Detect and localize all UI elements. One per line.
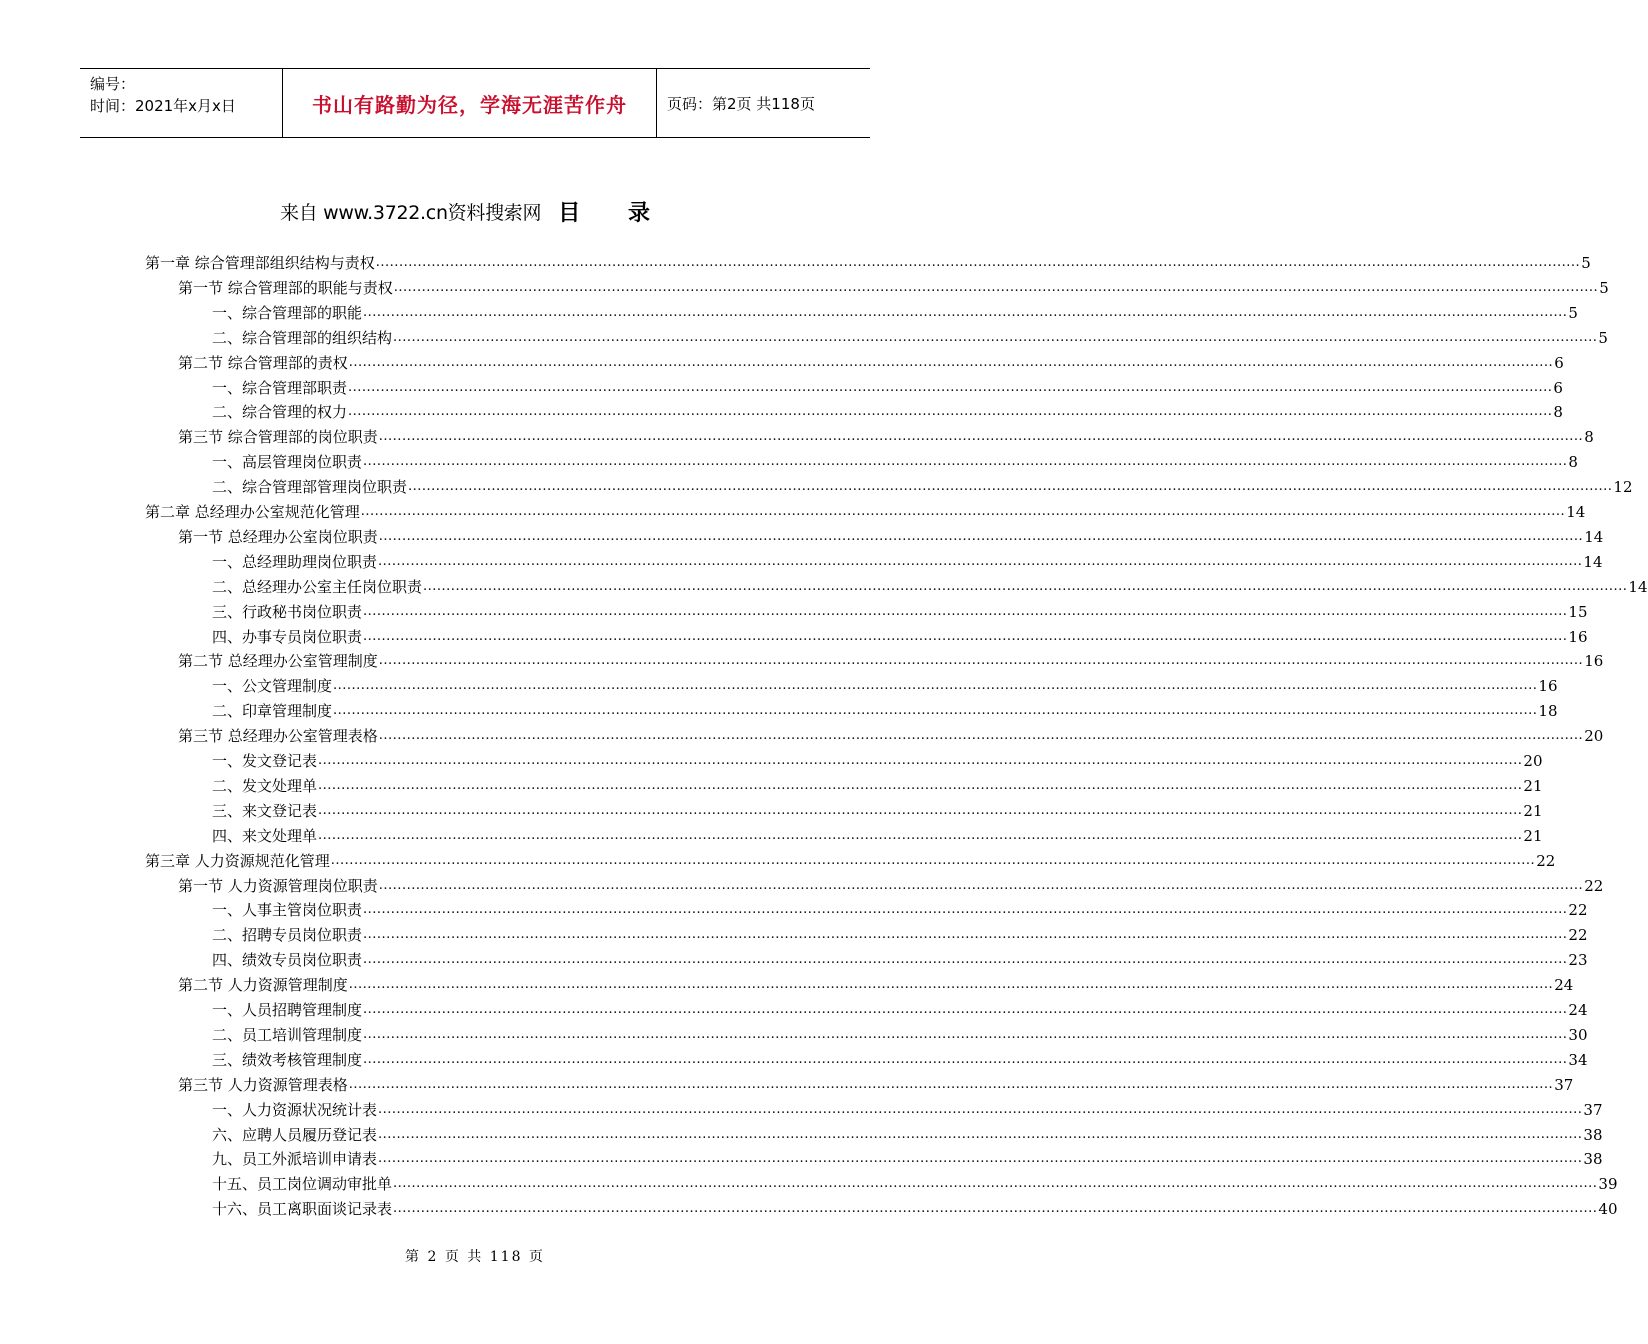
toc-leader-dots: .................................................................................................................................................................................................................................................................... <box>318 802 1523 818</box>
toc-entry[interactable] <box>212 1020 1588 1045</box>
toc-entry[interactable] <box>178 970 1574 995</box>
toc-entry[interactable] <box>145 846 1556 871</box>
toc-leader-dots: .................................................................................................................................................................................................................................................................... <box>375 255 1581 270</box>
title-main: 目 录 <box>558 201 670 226</box>
toc-entry-label: 第一节 人力资源管理岗位职责 <box>178 876 378 895</box>
document-number-label: 编号： <box>90 75 136 93</box>
toc-leader-dots: .................................................................................................................................................................................................................................................................... <box>363 1026 1568 1042</box>
toc-entry[interactable] <box>212 298 1578 323</box>
toc-entry-page: 6 <box>1553 378 1563 397</box>
toc-entry-label: 第三节 人力资源管理表格 <box>178 1075 348 1094</box>
toc-entry[interactable] <box>145 248 1591 273</box>
toc-leader-dots: .................................................................................................................................................................................................................................................................... <box>363 628 1568 644</box>
toc-leader-dots: .................................................................................................................................................................................................................................................................... <box>318 753 1523 768</box>
toc-entry[interactable] <box>212 447 1578 472</box>
toc-entry[interactable] <box>212 696 1558 721</box>
toc-entry[interactable] <box>212 945 1588 970</box>
toc-entry-label: 二、综合管理部管理岗位职责 <box>212 478 408 497</box>
toc-entry[interactable] <box>212 373 1563 398</box>
toc-entry[interactable] <box>212 323 1608 348</box>
toc-entry[interactable] <box>178 348 1564 373</box>
toc-leader-dots: .................................................................................................................................................................................................................................................................... <box>423 578 1628 594</box>
toc-entry-label: 一、人员招聘管理制度 <box>212 1001 363 1019</box>
toc-leader-dots: .................................................................................................................................................................................................................................................................... <box>348 1076 1554 1092</box>
toc-entry[interactable] <box>212 1045 1588 1070</box>
toc-entry-page: 21 <box>1523 776 1543 795</box>
toc-entry-page: 21 <box>1523 801 1543 820</box>
toc-entry-label: 一、人事主管岗位职责 <box>212 901 363 920</box>
toc-leader-dots: .................................................................................................................................................................................................................................................................... <box>330 852 1536 868</box>
toc-entry-page: 8 <box>1568 453 1578 472</box>
toc-entry[interactable] <box>212 472 1633 497</box>
toc-leader-dots: .................................................................................................................................................................................................................................................................... <box>348 404 1553 420</box>
toc-leader-dots: .................................................................................................................................................................................................................................................................... <box>378 877 1584 893</box>
toc-entry-page: 16 <box>1584 652 1604 671</box>
toc-entry-label: 二、招聘专员岗位职责 <box>212 926 363 945</box>
toc-entry-label: 第二节 综合管理部的责权 <box>178 353 348 372</box>
toc-entry-page: 37 <box>1583 1100 1603 1119</box>
toc-entry-label: 十六、员工离职面谈记录表 <box>212 1200 393 1219</box>
page-footer: 第 2 页 共 118 页 <box>405 1249 545 1265</box>
toc-entry[interactable] <box>212 796 1543 821</box>
toc-entry-page: 8 <box>1553 403 1563 422</box>
toc-entry-page: 14 <box>1584 527 1604 546</box>
toc-entry-page: 20 <box>1584 727 1604 746</box>
toc-entry-label: 二、总经理办公室主任岗位职责 <box>212 577 423 596</box>
toc-leader-dots: .................................................................................................................................................................................................................................................................... <box>363 1002 1568 1017</box>
toc-entry-label: 第三节 综合管理部的岗位职责 <box>178 428 378 447</box>
toc-entry[interactable] <box>178 1070 1574 1095</box>
header-page-info: 页码：第2页 共118页 <box>667 94 815 113</box>
toc-leader-dots: .................................................................................................................................................................................................................................................................... <box>378 429 1584 445</box>
toc-entry-page: 21 <box>1523 826 1543 845</box>
toc-leader-dots: .................................................................................................................................................................................................................................................................... <box>378 1151 1583 1167</box>
toc-entry-page: 38 <box>1583 1150 1603 1169</box>
toc-entry[interactable] <box>212 1095 1603 1120</box>
toc-entry-label: 一、综合管理部职责 <box>212 378 348 397</box>
toc-entry-page: 34 <box>1568 1050 1588 1069</box>
toc-entry[interactable] <box>212 1194 1618 1219</box>
toc-leader-dots: .................................................................................................................................................................................................................................................................... <box>378 728 1584 744</box>
toc-leader-dots: .................................................................................................................................................................................................................................................................... <box>378 1126 1583 1142</box>
toc-entry-label: 一、发文登记表 <box>212 752 318 770</box>
document-date: 时间：2021年x月x日 <box>90 97 236 115</box>
toc-entry[interactable] <box>212 771 1543 796</box>
toc-entry[interactable] <box>178 721 1604 746</box>
toc-entry-label: 二、综合管理的权力 <box>212 403 348 422</box>
toc-entry-page: 24 <box>1554 976 1574 995</box>
toc-title <box>0 196 950 227</box>
toc-entry-page: 12 <box>1613 478 1633 497</box>
toc-entry[interactable] <box>178 871 1604 896</box>
toc-entry-label: 九、员工外派培训申请表 <box>212 1150 378 1169</box>
toc-entry-page: 23 <box>1568 951 1588 970</box>
toc-leader-dots: .................................................................................................................................................................................................................................................................... <box>363 454 1568 470</box>
toc-leader-dots: .................................................................................................................................................................................................................................................................... <box>348 977 1554 993</box>
toc-entry[interactable] <box>178 273 1609 298</box>
toc-leader-dots: .................................................................................................................................................................................................................................................................... <box>393 329 1598 345</box>
toc-leader-dots: .................................................................................................................................................................................................................................................................... <box>348 379 1553 395</box>
toc-leader-dots: .................................................................................................................................................................................................................................................................... <box>363 1051 1568 1067</box>
toc-leader-dots: .................................................................................................................................................................................................................................................................... <box>333 678 1538 694</box>
toc-entry-label: 第一节 综合管理部的职能与责权 <box>178 278 393 297</box>
toc-leader-dots: .................................................................................................................................................................................................................................................................... <box>393 1176 1598 1192</box>
toc-entry[interactable] <box>212 995 1588 1020</box>
toc-leader-dots: .................................................................................................................................................................................................................................................................... <box>363 927 1568 943</box>
page-header <box>80 68 870 138</box>
toc-entry-page: 22 <box>1568 901 1588 920</box>
toc-leader-dots: .................................................................................................................................................................................................................................................................... <box>393 1201 1598 1217</box>
toc-entry[interactable] <box>212 1120 1603 1145</box>
toc-entry-label: 十五、员工岗位调动审批单 <box>212 1175 393 1194</box>
toc-entry-page: 37 <box>1554 1075 1574 1094</box>
toc-entry-label: 第一节 总经理办公室岗位职责 <box>178 527 378 546</box>
toc-entry-label: 四、来文处理单 <box>212 826 318 845</box>
toc-entry-label: 第三节 总经理办公室管理表格 <box>178 727 378 746</box>
toc-entry-page: 22 <box>1584 876 1604 895</box>
toc-entry-page: 5 <box>1568 303 1578 322</box>
toc-entry[interactable] <box>212 746 1543 771</box>
toc-entry-page: 38 <box>1583 1125 1603 1144</box>
toc-entry-label: 一、总经理助理岗位职责 <box>212 552 378 571</box>
toc-entry-label: 六、应聘人员履历登记表 <box>212 1125 378 1144</box>
toc-entry[interactable] <box>178 646 1604 671</box>
toc-entry[interactable] <box>212 671 1558 696</box>
toc-entry-label: 第二章 总经理办公室规范化管理 <box>145 503 360 521</box>
toc-entry-label: 三、行政秘书岗位职责 <box>212 602 363 621</box>
toc-entry[interactable] <box>212 597 1588 622</box>
toc-entry-label: 一、高层管理岗位职责 <box>212 453 363 472</box>
toc-leader-dots: .................................................................................................................................................................................................................................................................... <box>318 777 1523 793</box>
toc-entry-page: 22 <box>1568 926 1588 945</box>
toc-leader-dots: .................................................................................................................................................................................................................................................................... <box>378 528 1584 544</box>
toc-entry[interactable] <box>145 497 1586 522</box>
toc-entry[interactable] <box>212 622 1588 647</box>
toc-entry-label: 第三章 人力资源规范化管理 <box>145 851 330 870</box>
title-source: 来自 www.3722.cn资料搜索网 <box>280 202 542 224</box>
toc-leader-dots: .................................................................................................................................................................................................................................................................... <box>393 279 1599 295</box>
toc-leader-dots: .................................................................................................................................................................................................................................................................... <box>363 952 1568 968</box>
toc-entry[interactable] <box>212 547 1603 572</box>
toc-entry-page: 40 <box>1598 1200 1618 1219</box>
toc-entry-label: 三、绩效考核管理制度 <box>212 1050 363 1069</box>
toc-entry[interactable] <box>212 572 1648 597</box>
toc-leader-dots: .................................................................................................................................................................................................................................................................... <box>378 1101 1583 1117</box>
toc-leader-dots: .................................................................................................................................................................................................................................................................... <box>360 504 1566 519</box>
toc-entry[interactable] <box>178 522 1604 547</box>
toc-leader-dots: .................................................................................................................................................................................................................................................................... <box>363 902 1568 918</box>
toc-entry-label: 一、综合管理部的职能 <box>212 303 363 322</box>
header-slogan: 书山有路勤为径，学海无涯苦作舟 <box>282 69 657 137</box>
toc-entry-page: 16 <box>1538 677 1558 696</box>
toc-entry-page: 18 <box>1538 702 1558 721</box>
toc-entry[interactable] <box>212 1144 1603 1169</box>
toc-entry-page: 5 <box>1581 254 1591 272</box>
toc-entry-label: 第一章 综合管理部组织结构与责权 <box>145 254 375 272</box>
toc-entry[interactable] <box>212 397 1563 422</box>
toc-entry-label: 三、来文登记表 <box>212 801 318 820</box>
toc-entry-page: 14 <box>1583 552 1603 571</box>
toc-entry-page: 24 <box>1568 1001 1588 1019</box>
toc-entry-page: 15 <box>1568 602 1588 621</box>
toc-entry-label: 二、印章管理制度 <box>212 702 333 721</box>
toc-entry-page: 30 <box>1568 1025 1588 1044</box>
toc-entry-page: 14 <box>1628 577 1648 596</box>
toc-entry-label: 四、办事专员岗位职责 <box>212 627 363 646</box>
toc-entry-page: 14 <box>1566 503 1586 521</box>
toc-entry-label: 第二节 总经理办公室管理制度 <box>178 652 378 671</box>
toc-leader-dots: .................................................................................................................................................................................................................................................................... <box>333 703 1538 719</box>
toc-entry-label: 一、人力资源状况统计表 <box>212 1100 378 1119</box>
toc-entry-page: 8 <box>1584 428 1594 447</box>
toc-leader-dots: .................................................................................................................................................................................................................................................................... <box>348 354 1554 370</box>
toc-entry[interactable] <box>178 422 1594 447</box>
toc-entry-page: 6 <box>1554 353 1564 372</box>
toc-entry-page: 39 <box>1598 1175 1618 1194</box>
toc-entry[interactable] <box>212 1169 1618 1194</box>
toc-entry-page: 5 <box>1599 278 1609 297</box>
toc-entry-label: 二、发文处理单 <box>212 776 318 795</box>
toc-entry-label: 二、员工培训管理制度 <box>212 1025 363 1044</box>
toc-leader-dots: .................................................................................................................................................................................................................................................................... <box>363 603 1568 619</box>
toc-entry-page: 22 <box>1536 851 1556 870</box>
toc-entry[interactable] <box>212 895 1588 920</box>
toc-entry[interactable] <box>212 821 1543 846</box>
toc-leader-dots: .................................................................................................................................................................................................................................................................... <box>378 653 1584 669</box>
toc-entry[interactable] <box>212 920 1588 945</box>
toc-entry-page: 16 <box>1568 627 1588 646</box>
toc-leader-dots: .................................................................................................................................................................................................................................................................... <box>318 827 1523 843</box>
toc-entry-label: 四、绩效专员岗位职责 <box>212 951 363 970</box>
toc-entry-page: 20 <box>1523 752 1543 770</box>
toc-entry-label: 第二节 人力资源管理制度 <box>178 976 348 995</box>
toc-entry-label: 一、公文管理制度 <box>212 677 333 696</box>
toc-leader-dots: .................................................................................................................................................................................................................................................................... <box>408 479 1613 495</box>
toc-entry-page: 5 <box>1598 328 1608 347</box>
toc-leader-dots: .................................................................................................................................................................................................................................................................... <box>378 553 1583 569</box>
toc-entry-label: 二、综合管理部的组织结构 <box>212 328 393 347</box>
header-meta <box>80 69 282 137</box>
toc-leader-dots: .................................................................................................................................................................................................................................................................... <box>363 304 1568 320</box>
